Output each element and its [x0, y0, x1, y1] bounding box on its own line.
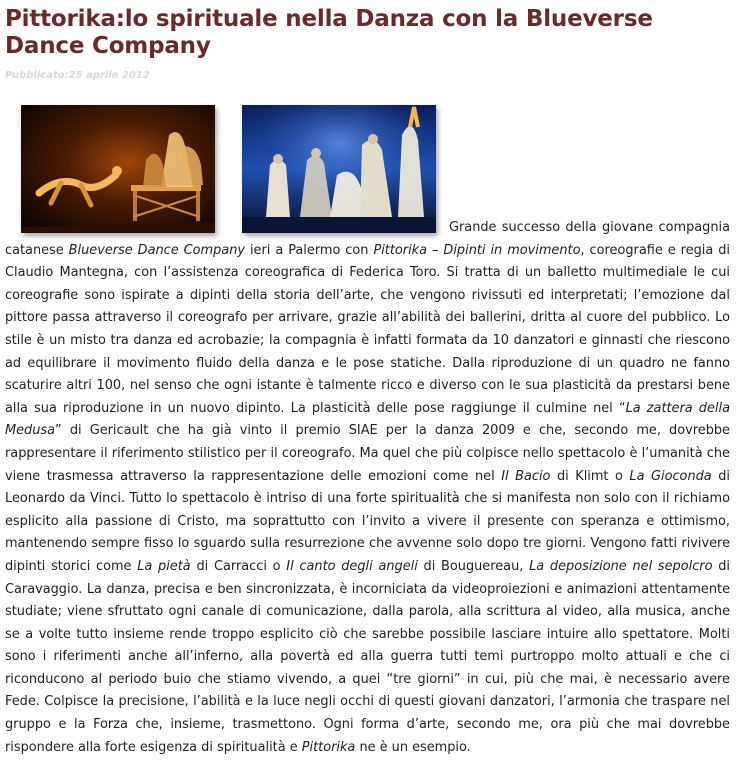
article-body	[5, 217, 734, 759]
article-title: Pittorika:lo spirituale nella Danza con la Blueverse Dance Company	[5, 6, 653, 59]
article-text: ieri a Palermo con	[245, 242, 374, 258]
article-italic-text: Il Bacio	[501, 468, 551, 484]
article-text: di Caravaggio. La danza, precisa e ben sincronizzata, è incorniciata da videoproiezioni e animazioni attentamente studiate; viene sfruttato ogni canale di comunicazione, dalla parola, alla scrittura al video, alla musica, anche se a volte tutto insieme rende troppo esplicito ciò che sarebbe possibile lasciare intuire allo spettatore. Molti sono i riferimenti anche all’inferno, alla povertà ed alla guerra tutti temi purtroppo molto attuali e che ci riconducono al periodo buio che stiamo vivendo, a quei “tre giorni” in cui, più che mai, è necessario avere Fede. Colpisce la precisione, l’abilità e la luce negli occhi di questi giovani danzatori, l’armonia che traspare nel gruppo e la Forza che, insieme, trasmettono. Ogni forma d’arte, secondo me, ora più che mai dovrebbe rispondere alla forte esigenza di spiritualità e	[5, 558, 730, 755]
article-italic-text: La Gioconda	[629, 468, 712, 484]
image-row	[5, 105, 734, 237]
article-italic-text: Pittorika – Dipinti in movimento	[373, 242, 581, 258]
article-italic-text: La deposizione nel sepolcro	[529, 558, 713, 574]
photo-orange-graphic	[21, 105, 215, 233]
article-text: di Klimt o	[550, 468, 630, 484]
article-text: ” di Gericault che ha già vinto il premio SIAE per la danza 2009 e che, secondo me, dovrebbe rappresentare il riferimento stilistico per il coreografo. Ma quel che più colpisce nello spettacolo è l’umanità che viene trasmessa attraverso la rappresentazione delle emozioni come nel	[5, 423, 730, 484]
photo-dancers-orange-stage[interactable]	[21, 105, 215, 233]
article-text: di Leonardo da Vinci. Tutto lo spettacolo è intriso di una forte spiritualità che si manifesta non solo con il richiamo esplicito alla passione di Cristo, ma soprattutto con l’invito a vivere il presente con speranza e ottimismo, mantenendo sempre fisso lo sguardo sulla resurrezione che avvenne solo dopo tre giorni. Vengono fatti rivivere dipinti storici come	[5, 468, 730, 574]
article-italic-text: Pittorika	[301, 739, 356, 755]
photo-blue-graphic	[242, 105, 436, 233]
article-text: di Carracci o	[190, 558, 287, 574]
article-text: , coreografie e regia di Claudio Mantegna, con l’assistenza coreografica di Federica Toro. Si tratta di un balletto multimediale le cui coreografie sono ispirate a dipinti della storia dell’arte, che vengono rivissuti ed interpretati; l’emozione dal pittore passa attraverso il coreografo per arrivare, grazie all’abilità dei ballerini, dritta al cuore del pubblico. Lo stile è un misto tra danza ed acrobazie; la compagnia è infatti formata da 10 danzatori e ginnasti che riescono ad equilibrare il movimento fluido della danza e le pose statiche. Dalla riproduzione di un quadro ne fanno scaturire altri 100, nel senso che ogni istante è talmente ricco e diverso con le sua plasticità da prestarsi bene alla sua riproduzione in un nuovo dipinto. La plasticità delle pose raggiunge il culmine nel “	[5, 242, 731, 416]
photo-dancers-blue-stage[interactable]	[242, 105, 436, 233]
article-italic-text: Blueverse Dance Company	[68, 242, 245, 258]
article-italic-text: La pietà	[137, 558, 191, 574]
article-italic-text: La zattera della Medusa	[5, 400, 730, 439]
article-italic-text: Il canto degli angeli	[286, 558, 418, 574]
publish-date: Pubblicato:25 aprile 2012	[5, 70, 150, 81]
article-text: ne è un esempio.	[355, 739, 471, 755]
article-text: Grande successo della giovane compagnia catanese	[5, 220, 730, 258]
article-text: di Bouguereau,	[417, 558, 530, 574]
